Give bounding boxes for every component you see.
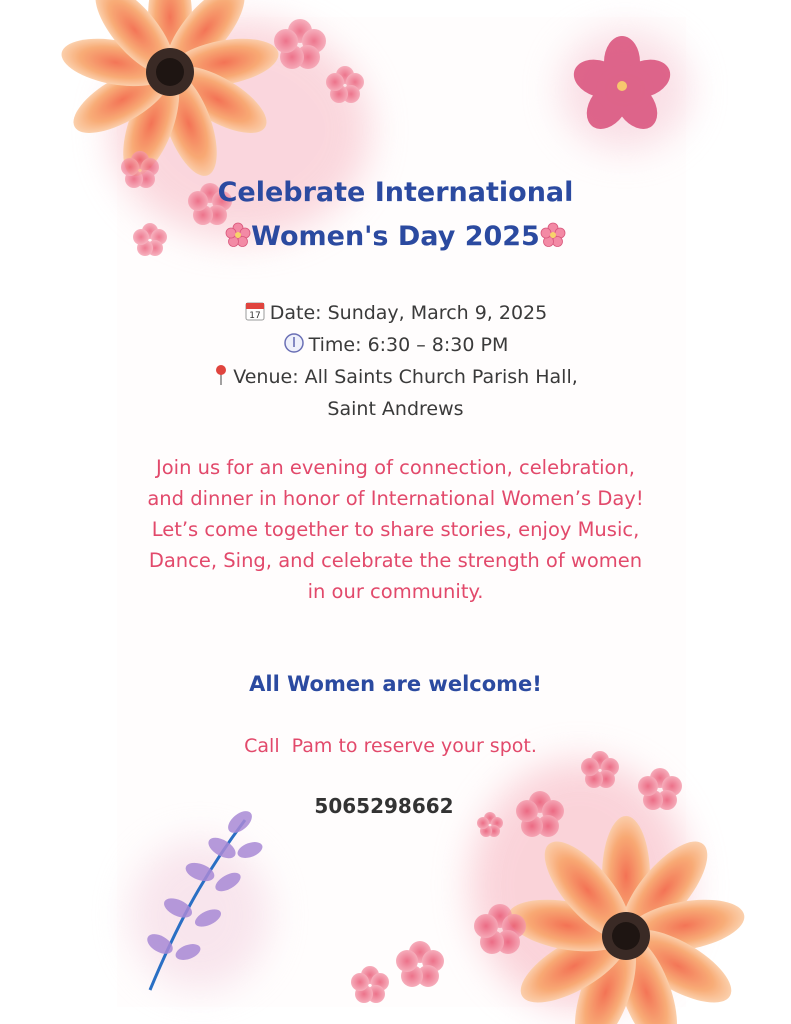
welcome-message: All Women are welcome! xyxy=(249,672,542,696)
event-venue-text: Venue: All Saints Church Parish Hall, xyxy=(233,366,578,388)
purple-sprig-bottom-left xyxy=(144,807,265,990)
svg-text:17: 17 xyxy=(249,311,261,321)
event-time xyxy=(0,329,791,361)
event-date xyxy=(0,297,791,329)
event-title-line-1: Celebrate International xyxy=(217,177,574,208)
reservation-call-to-action: Call Pam to reserve your spot. xyxy=(244,735,537,757)
event-title-line-2-text: Women's Day 2025 xyxy=(251,221,540,252)
clock-icon xyxy=(283,332,305,354)
event-venue-line-2: Saint Andrews xyxy=(327,398,464,420)
pin-icon xyxy=(213,364,229,386)
flower-top-right xyxy=(569,36,675,137)
large-flower-top-left xyxy=(58,0,282,183)
large-flower-bottom-right xyxy=(504,816,749,1024)
event-venue xyxy=(0,361,791,393)
event-description: Join us for an evening of connection, celebration, and dinner in honor of International Women’s Day! Let’s come together to share stories, enjoy Music, Dance, Sing, and celebrate the strength of women in our community. xyxy=(147,456,644,603)
event-title-line-2 xyxy=(0,217,791,257)
blossom-icon xyxy=(540,222,566,248)
calendar-icon xyxy=(244,300,266,322)
event-time-text: Time: 6:30 – 8:30 PM xyxy=(308,334,509,356)
contact-phone-number: 5065298662 xyxy=(314,794,454,818)
event-date-text: Date: Sunday, March 9, 2025 xyxy=(269,302,548,324)
blossom-icon xyxy=(225,222,251,248)
